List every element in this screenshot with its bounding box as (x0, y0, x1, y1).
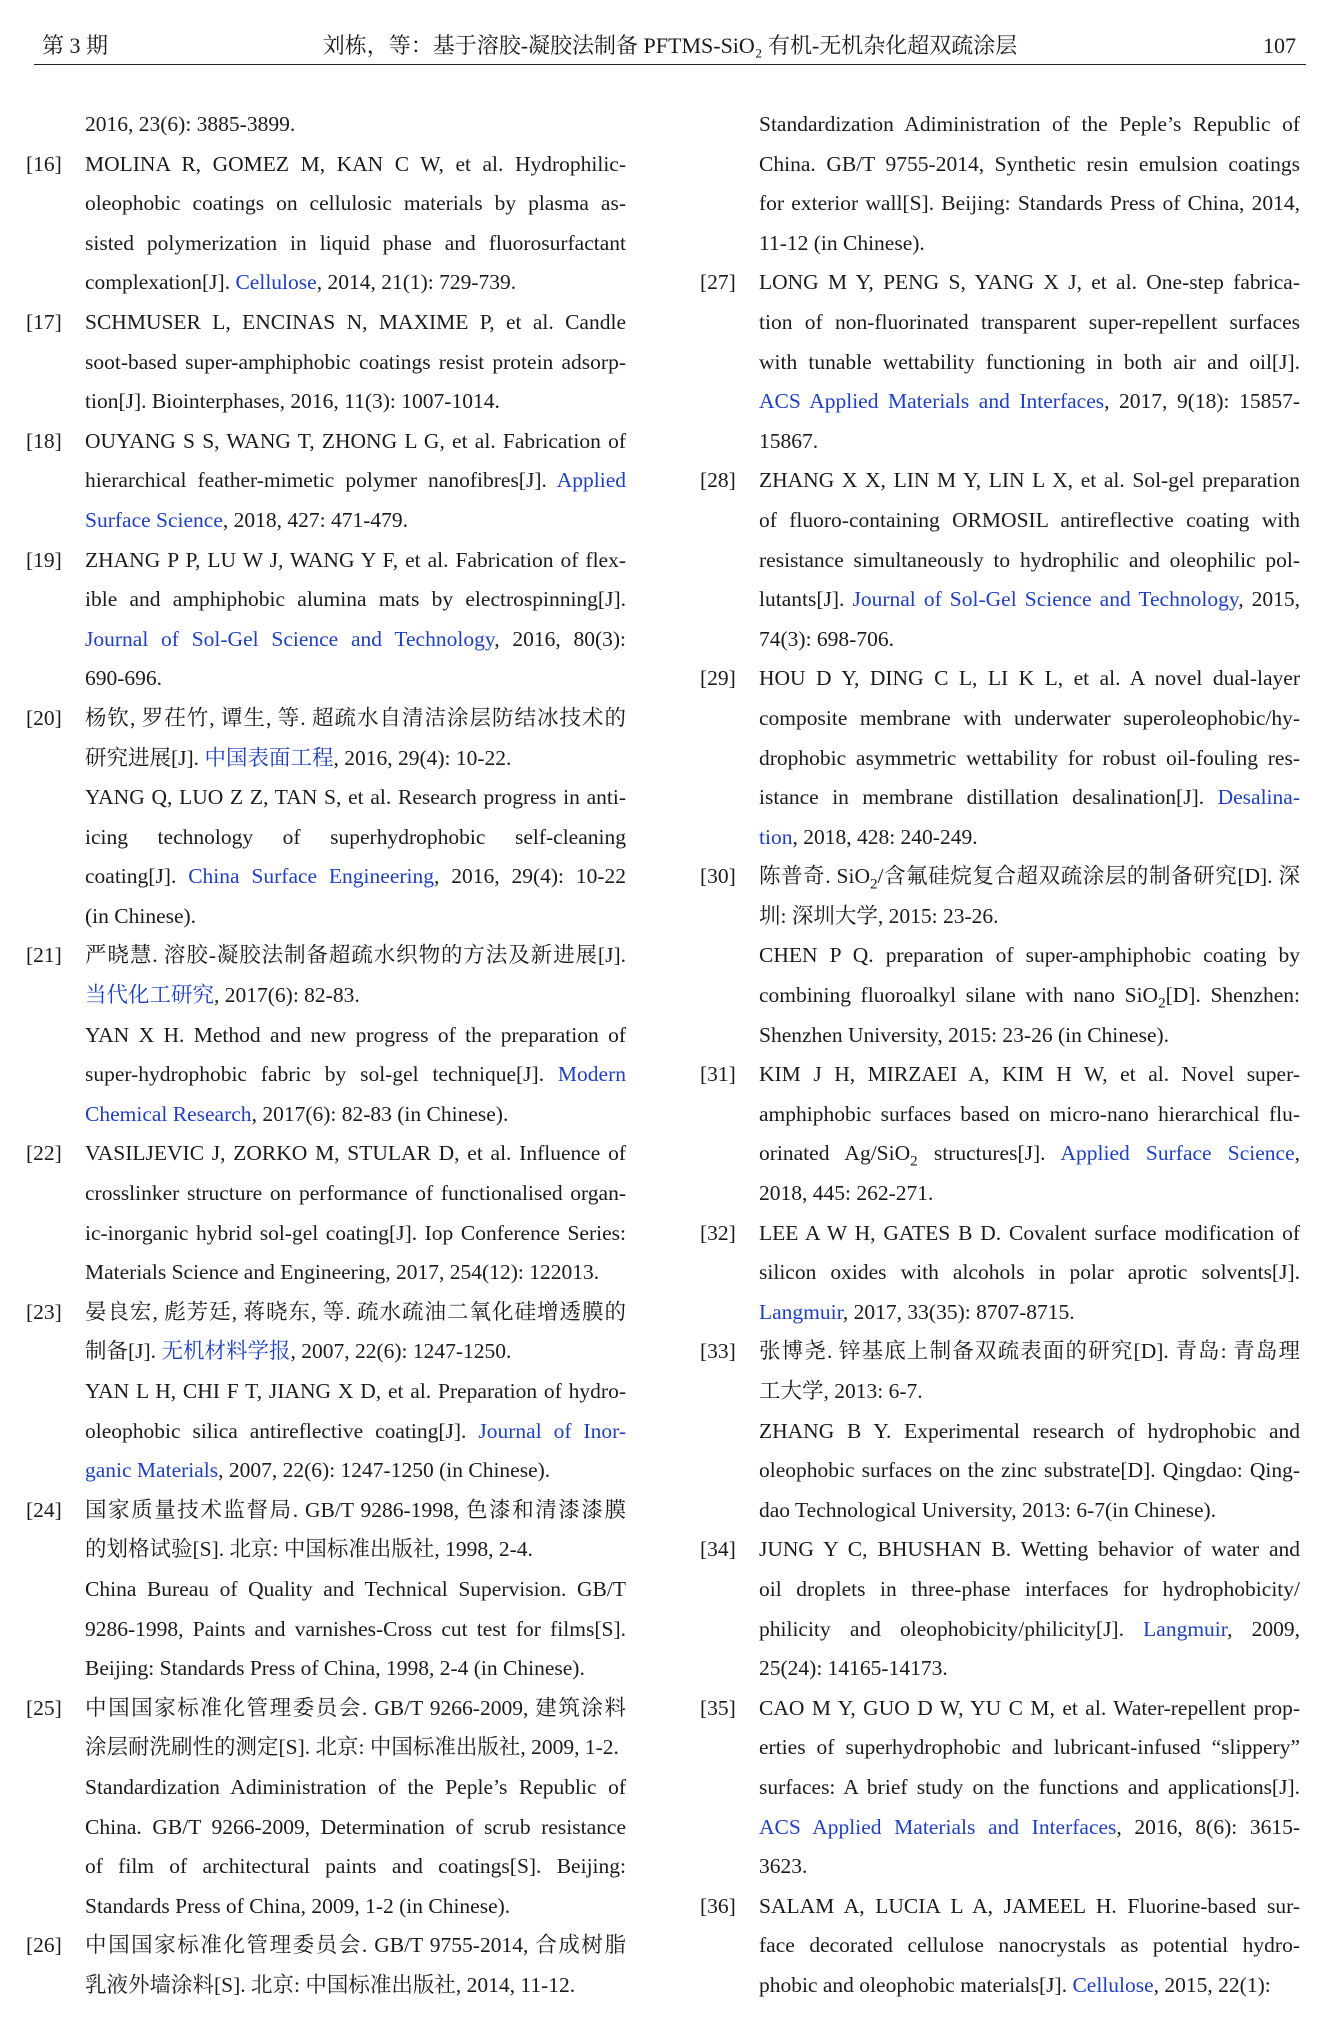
reference-number: [28] (700, 468, 736, 493)
reference-line (85, 224, 626, 264)
reference-line (85, 303, 626, 343)
reference-line (759, 1530, 1300, 1570)
reference-number: [19] (26, 547, 62, 572)
reference-text: icing technology of superhydrophobic self-cleaning (85, 824, 626, 849)
journal-link[interactable]: Langmuir (1143, 1616, 1228, 1641)
reference-line (759, 422, 1300, 462)
reference-text: 中国国家标准化管理委员会. GB/T 9755-2014, 合成树脂 (85, 1933, 626, 1958)
running-title: 刘栋，等：基于溶胶-凝胶法制备 PFTMS-SiO₂ 有机-无机杂化超双疏涂层 (322, 33, 1018, 58)
reference-line (85, 897, 626, 937)
reference-line (759, 184, 1300, 224)
reference-line (759, 1372, 1300, 1412)
reference-text: 工大学, 2013: 6-7. (759, 1379, 923, 1403)
reference-line (759, 1768, 1300, 1808)
reference-text: 涂层耐洗刷性的测定[S]. 北京: 中国标准出版社, 2009, 1-2. (85, 1735, 619, 1760)
journal-link[interactable]: Surface Science (85, 507, 223, 532)
issue-number: 第 3 期 (42, 33, 109, 58)
reference-translation (26, 778, 626, 936)
reference-line (85, 1926, 626, 1966)
reference-text: with tunable wettability functioning in both air and oil[J]. (759, 349, 1300, 374)
reference-line (759, 659, 1300, 699)
reference-line (85, 1055, 626, 1095)
left-column (26, 105, 626, 2006)
reference-entry (26, 1926, 626, 2005)
reference-text: China Bureau of Quality and Technical Supervision. GB/T (85, 1576, 626, 1601)
reference-line (759, 1728, 1300, 1768)
reference-text: oleophobic surfaces on the zinc substrate[D]. Qingdao: Qing- (759, 1458, 1300, 1483)
reference-text: , 2017, 9(18): 15857- (1104, 389, 1301, 414)
reference-line (759, 897, 1300, 937)
reference-text: OUYANG S S, WANG T, ZHONG L G, et al. Fabrication of (85, 428, 626, 453)
reference-translation (26, 105, 626, 145)
journal-link[interactable]: Applied (556, 468, 626, 493)
reference-line (85, 541, 626, 581)
reference-number: [26] (26, 1933, 62, 1958)
reference-line (85, 699, 626, 739)
reference-line (759, 224, 1300, 264)
reference-line (85, 1372, 626, 1412)
reference-text: 国家质量技术监督局. GB/T 9286-1998, 色漆和清漆漆膜 (85, 1497, 626, 1522)
reference-line (759, 620, 1300, 660)
reference-line (759, 936, 1300, 976)
reference-text: composite membrane with underwater superoleophobic/hy- (759, 705, 1300, 730)
reference-line (759, 1689, 1300, 1729)
reference-entry (26, 422, 626, 541)
reference-text: coating[J]. (85, 864, 189, 889)
reference-text: ic-inorganic hybrid sol-gel coating[J]. Iop Conference Series: (85, 1220, 626, 1245)
reference-translation (700, 105, 1300, 263)
reference-text: of film of architectural paints and coatings[S]. Beijing: (85, 1854, 626, 1879)
journal-link[interactable]: ACS Applied Materials and Interfaces (759, 389, 1105, 414)
reference-text: 25(24): 14165-14173. (759, 1656, 948, 1681)
reference-text: combining fluoroalkyl silane with nano SiO (759, 983, 1159, 1008)
reference-line (759, 1253, 1300, 1293)
journal-link[interactable]: Chemical Research (85, 1101, 252, 1126)
reference-entry (700, 1214, 1300, 1333)
reference-text: SCHMUSER L, ENCINAS N, MAXIME P, et al. Candle (85, 309, 626, 334)
subscript: 2 (870, 876, 878, 893)
reference-text: dao Technological University, 2013: 6-7(in Chinese). (759, 1497, 1217, 1522)
reference-text: Materials Science and Engineering, 2017, 254(12): 122013. (85, 1260, 600, 1285)
reference-line (759, 1332, 1300, 1372)
reference-text: 74(3): 698-706. (759, 626, 894, 651)
reference-translation (26, 1570, 626, 1689)
reference-text: YAN X H. Method and new progress of the preparation of (85, 1022, 626, 1047)
reference-line (759, 1847, 1300, 1887)
reference-line (759, 778, 1300, 818)
reference-entry (26, 303, 626, 422)
journal-link[interactable]: Journal of Sol-Gel Science and Technology (852, 587, 1239, 612)
reference-line (85, 1689, 626, 1729)
reference-text: LONG M Y, PENG S, YANG X J, et al. One-step fabrica- (759, 270, 1300, 295)
reference-line (85, 1016, 626, 1056)
reference-text: , (1294, 1141, 1300, 1166)
reference-line (759, 501, 1300, 541)
reference-text: 9286-1998, Paints and varnishes-Cross cut test for films[S]. (85, 1616, 626, 1641)
reference-line (85, 1649, 626, 1689)
reference-number: [24] (26, 1497, 62, 1522)
reference-text: , 2018, 427: 471-479. (222, 507, 409, 532)
running-header (34, 26, 1306, 66)
reference-text: ZHANG B Y. Experimental research of hydrophobic and (759, 1418, 1300, 1443)
reference-line (85, 778, 626, 818)
journal-link[interactable]: China Surface Engineering (188, 864, 434, 889)
right-column (700, 105, 1300, 2006)
reference-text: phobic and oleophobic materials[J]. (759, 1972, 1073, 1997)
journal-link[interactable]: Journal of Sol-Gel Science and Technology (85, 626, 495, 651)
journal-link[interactable]: 当代化工研究 (85, 983, 215, 1008)
reference-line (85, 1887, 626, 1927)
reference-line (759, 1095, 1300, 1135)
reference-text: /含氟硅烷复合超双疏涂层的制备研究[D]. 深 (877, 864, 1300, 889)
reference-entry (700, 1332, 1300, 1411)
reference-text: , 2014, 21(1): 729-739. (316, 270, 517, 295)
reference-text: YANG Q, LUO Z Z, TAN S, et al. Research progress in anti- (85, 785, 626, 810)
reference-line (759, 1610, 1300, 1650)
reference-text: 陈普奇. SiO (759, 864, 871, 889)
reference-text: philicity and oleophobicity/philicity[J]. (759, 1616, 1144, 1641)
reference-entry (700, 1530, 1300, 1688)
reference-text: 研究进展[J]. (85, 745, 205, 770)
reference-text: complexation[J]. (85, 270, 236, 295)
reference-number: [30] (700, 864, 736, 889)
reference-line (759, 739, 1300, 779)
reference-line (85, 1768, 626, 1808)
reference-text: China. GB/T 9755-2014, Synthetic resin emulsion coatings (759, 151, 1300, 176)
reference-text: sisted polymerization in liquid phase and fluorosurfactant (85, 230, 626, 255)
reference-line (759, 699, 1300, 739)
reference-text: oleophobic coatings on cellulosic materials by plasma as- (85, 191, 626, 216)
reference-line (85, 818, 626, 858)
reference-line (759, 818, 1300, 858)
journal-link[interactable]: ACS Applied Materials and Interfaces (759, 1814, 1117, 1839)
reference-text: of fluoro-containing ORMOSIL antireflective coating with (759, 507, 1300, 532)
reference-line (759, 1808, 1300, 1848)
reference-entry (700, 659, 1300, 857)
reference-line (759, 1174, 1300, 1214)
reference-entry (26, 541, 626, 699)
reference-text: Standardization Adiministration of the Peple’s Republic of (759, 112, 1300, 136)
reference-line (85, 580, 626, 620)
reference-text: KIM J H, MIRZAEI A, KIM H W, et al. Novel super- (759, 1062, 1300, 1087)
reference-text: erties of superhydrophobic and lubricant-infused “slippery” (759, 1735, 1300, 1760)
reference-text: 杨钦, 罗茌竹, 谭生, 等. 超疏水自清洁涂层防结冰技术的 (85, 705, 626, 730)
reference-text: surfaces: A brief study on the functions and applications[J]. (759, 1774, 1300, 1799)
reference-line (85, 620, 626, 660)
reference-line (85, 145, 626, 185)
reference-line (759, 1570, 1300, 1610)
reference-line (85, 659, 626, 699)
journal-link[interactable]: ganic Materials (85, 1458, 219, 1483)
reference-text: Shenzhen University, 2015: 23-26 (in Chinese). (759, 1022, 1170, 1047)
reference-line (85, 1570, 626, 1610)
journal-link[interactable]: Applied Surface Science (1060, 1141, 1295, 1166)
reference-number: [18] (26, 428, 62, 453)
reference-entry (26, 1134, 626, 1292)
reference-text: 11-12 (in Chinese). (759, 230, 925, 255)
reference-line (759, 1491, 1300, 1531)
reference-text: , 2009, (1227, 1616, 1300, 1641)
reference-text: 中国国家标准化管理委员会. GB/T 9266-2009, 建筑涂料 (85, 1695, 626, 1720)
reference-text: LEE A W H, GATES B D. Covalent surface modification of (759, 1220, 1300, 1245)
reference-entry (700, 857, 1300, 936)
reference-text: , 2017(6): 82-83. (214, 983, 360, 1008)
reference-number: [34] (700, 1537, 736, 1562)
reference-text: , 2007, 22(6): 1247-1250. (290, 1339, 512, 1364)
reference-line (85, 422, 626, 462)
reference-number: [25] (26, 1695, 62, 1720)
reference-number: [16] (26, 151, 62, 176)
reference-text: ZHANG P P, LU W J, WANG Y F, et al. Fabrication of flex- (85, 547, 626, 572)
reference-number: [36] (700, 1893, 736, 1918)
reference-line (85, 857, 626, 897)
reference-line (85, 1174, 626, 1214)
reference-text: , 2017(6): 82-83 (in Chinese). (251, 1101, 509, 1126)
header-rule (34, 64, 1306, 65)
reference-text: 严晓慧. 溶胶-凝胶法制备超疏水织物的方法及新进展[J]. (85, 943, 626, 968)
reference-line (759, 303, 1300, 343)
journal-link[interactable]: Cellulose (235, 270, 317, 295)
reference-line (85, 263, 626, 303)
reference-line (85, 1253, 626, 1293)
reference-line (759, 1412, 1300, 1452)
reference-text: 乳液外墙涂料[S]. 北京: 中国标准出版社, 2014, 11-12. (85, 1972, 576, 1997)
reference-line (759, 1293, 1300, 1333)
reference-text: , 2016, 8(6): 3615- (1116, 1814, 1300, 1839)
reference-line (85, 1214, 626, 1254)
reference-number: [33] (700, 1339, 736, 1364)
reference-text: orinated Ag/SiO (759, 1141, 911, 1166)
reference-number: [32] (700, 1220, 736, 1245)
reference-text: 690-696. (85, 666, 163, 691)
reference-text: tion of non-fluorinated transparent super-repellent surfaces (759, 309, 1300, 334)
reference-line (759, 1016, 1300, 1056)
reference-line (759, 382, 1300, 422)
reference-translation (700, 936, 1300, 1055)
reference-entry (700, 1887, 1300, 2006)
reference-entry (700, 1055, 1300, 1213)
reference-text: (in Chinese). (85, 903, 197, 928)
reference-number: [35] (700, 1695, 736, 1720)
reference-translation (26, 1372, 626, 1491)
reference-line (759, 263, 1300, 303)
reference-text: ZHANG X X, LIN M Y, LIN L X, et al. Sol-gel preparation (759, 468, 1300, 493)
reference-text: crosslinker structure on performance of functionalised organ- (85, 1181, 626, 1206)
reference-text: hierarchical feather-mimetic polymer nanofibres[J]. (85, 468, 557, 493)
reference-text: , 2018, 428: 240-249. (792, 824, 978, 849)
reference-line (85, 1808, 626, 1848)
journal-link[interactable]: Cellulose (1072, 1972, 1154, 1997)
reference-line (85, 501, 626, 541)
reference-text: 15867. (759, 428, 819, 453)
reference-text: soot-based super-amphiphobic coatings resist protein adsorp- (85, 349, 626, 374)
reference-line (759, 1649, 1300, 1689)
reference-text: drophobic asymmetric wettability for robust oil-fouling res- (759, 745, 1300, 770)
reference-number: [29] (700, 666, 736, 691)
reference-text: CHEN P Q. preparation of super-amphiphobic coating by (759, 943, 1300, 968)
reference-entry (700, 263, 1300, 461)
reference-line (759, 1214, 1300, 1254)
reference-text: YAN L H, CHI F T, JIANG X D, et al. Preparation of hydro- (85, 1379, 626, 1403)
journal-link[interactable]: 无机材料学报 (161, 1339, 291, 1364)
journal-link[interactable]: tion (759, 824, 793, 849)
reference-line (85, 1134, 626, 1174)
reference-text: [D]. Shenzhen: (1165, 983, 1300, 1008)
reference-text: super-hydrophobic fabric by sol-gel technique[J]. (85, 1062, 558, 1087)
journal-link[interactable]: Modern (557, 1062, 626, 1087)
reference-line (85, 105, 626, 145)
page-number: 107 (1263, 33, 1296, 58)
reference-line (85, 343, 626, 383)
reference-text: Beijing: Standards Press of China, 1998, 2-4 (in Chinese). (85, 1656, 585, 1681)
reference-text: resistance simultaneously to hydrophilic and oleophilic pol- (759, 547, 1300, 572)
reference-line (85, 936, 626, 976)
reference-line (85, 461, 626, 501)
reference-line (759, 1926, 1300, 1966)
reference-entry (26, 699, 626, 778)
reference-line (759, 1134, 1300, 1174)
reference-translation (26, 1768, 626, 1926)
reference-text: 3623. (759, 1854, 808, 1879)
reference-text: , 2016, 29(4): 10-22. (333, 745, 512, 770)
reference-number: [31] (700, 1062, 736, 1087)
reference-text: , 2007, 22(6): 1247-1250 (in Chinese). (218, 1458, 551, 1483)
reference-line (759, 145, 1300, 185)
reference-text: 晏良宏, 彪芳廷, 蒋晓东, 等. 疏水疏油二氧化硅增透膜的 (85, 1299, 626, 1324)
reference-number: [20] (26, 705, 62, 730)
reference-line (85, 1293, 626, 1333)
reference-line (759, 857, 1300, 897)
reference-number: [27] (700, 270, 736, 295)
reference-text: face decorated cellulose nanocrystals as potential hydro- (759, 1933, 1300, 1958)
reference-text: 张博尧. 锌基底上制备双疏表面的研究[D]. 青岛: 青岛理 (759, 1339, 1300, 1364)
reference-text: HOU D Y, DING C L, LI K L, et al. A novel dual-layer (759, 666, 1300, 691)
reference-text: CAO M Y, GUO D W, YU C M, et al. Water-repellent prop- (759, 1695, 1300, 1720)
reference-text: istance in membrane distillation desalination[J]. (759, 785, 1218, 810)
reference-text: , 2016, 80(3): (494, 626, 626, 651)
reference-text: MOLINA R, GOMEZ M, KAN C W, et al. Hydrophilic- (85, 151, 626, 176)
reference-entry (700, 461, 1300, 659)
reference-line (85, 1530, 626, 1570)
reference-line (85, 739, 626, 779)
reference-entry (26, 1491, 626, 1570)
reference-text: tion[J]. Biointerphases, 2016, 11(3): 1007-1014. (85, 389, 500, 414)
reference-text: silicon oxides with alcohols in polar aprotic solvents[J]. (759, 1260, 1300, 1285)
reference-text: , 2015, (1238, 587, 1301, 612)
journal-link[interactable]: Desalina- (1217, 785, 1300, 810)
reference-translation (26, 1016, 626, 1135)
reference-text: 制备[J]. (85, 1339, 162, 1364)
reference-text: Standards Press of China, 2009, 1-2 (in Chinese). (85, 1893, 511, 1918)
reference-line (85, 1728, 626, 1768)
reference-number: [23] (26, 1299, 62, 1324)
subscript: 2 (910, 1153, 918, 1170)
reference-text: China. GB/T 9266-2009, Determination of scrub resistance (85, 1814, 626, 1839)
reference-text: ible and amphiphobic alumina mats by electrospinning[J]. (85, 587, 626, 612)
reference-number: [17] (26, 309, 62, 334)
reference-entry (26, 1689, 626, 1768)
reference-text: 的划格试验[S]. 北京: 中国标准出版社, 1998, 2-4. (85, 1537, 533, 1562)
reference-entry (26, 145, 626, 303)
reference-text: 圳: 深圳大学, 2015: 23-26. (759, 903, 999, 928)
reference-text: , 2015, 22(1): (1153, 1972, 1271, 1997)
reference-text: Standardization Adiministration of the Peple’s Republic of (85, 1774, 626, 1799)
subscript: 2 (1158, 995, 1166, 1012)
reference-number: [21] (26, 943, 62, 968)
reference-text: SALAM A, LUCIA L A, JAMEEL H. Fluorine-based sur- (759, 1893, 1300, 1918)
reference-line (759, 580, 1300, 620)
reference-text: amphiphobic surfaces based on micro-nano hierarchical flu- (759, 1101, 1300, 1126)
reference-text: JUNG Y C, BHUSHAN B. Wetting behavior of water and (759, 1537, 1300, 1562)
reference-line (759, 1055, 1300, 1095)
reference-text: oleophobic silica antireflective coating[J]. (85, 1418, 479, 1443)
reference-line (85, 1966, 626, 2006)
reference-line (759, 976, 1300, 1016)
reference-line (759, 1966, 1300, 2006)
journal-link[interactable]: Journal of Inor- (478, 1418, 626, 1443)
journal-link[interactable]: Langmuir (759, 1299, 843, 1324)
reference-line (759, 461, 1300, 501)
reference-entry (26, 936, 626, 1015)
reference-line (759, 105, 1300, 145)
reference-line (759, 1451, 1300, 1491)
reference-text: structures[J]. (917, 1141, 1061, 1166)
reference-line (85, 1491, 626, 1531)
reference-text: , 2016, 29(4): 10-22 (434, 864, 627, 889)
reference-line (85, 1610, 626, 1650)
reference-text: lutants[J]. (759, 587, 853, 612)
reference-text: , 2017, 33(35): 8707-8715. (842, 1299, 1075, 1324)
reference-line (85, 976, 626, 1016)
reference-text: 2016, 23(6): 3885-3899. (85, 112, 296, 136)
reference-text: 2018, 445: 262-271. (759, 1181, 934, 1206)
reference-line (85, 1412, 626, 1452)
reference-line (85, 1095, 626, 1135)
reference-line (85, 1847, 626, 1887)
reference-line (85, 382, 626, 422)
reference-entry (26, 1293, 626, 1372)
reference-line (85, 1332, 626, 1372)
reference-line (85, 1451, 626, 1491)
reference-entry (700, 1689, 1300, 1887)
reference-line (759, 1887, 1300, 1927)
reference-text: for exterior wall[S]. Beijing: Standards Press of China, 2014, (759, 191, 1300, 216)
journal-link[interactable]: 中国表面工程 (204, 745, 334, 770)
reference-line (759, 343, 1300, 383)
reference-text: VASILJEVIC J, ZORKO M, STULAR D, et al. Influence of (85, 1141, 626, 1166)
reference-text: oil droplets in three-phase interfaces for hydrophobicity/ (759, 1576, 1300, 1601)
reference-line (85, 184, 626, 224)
reference-number: [22] (26, 1141, 62, 1166)
reference-line (759, 541, 1300, 581)
reference-translation (700, 1412, 1300, 1531)
